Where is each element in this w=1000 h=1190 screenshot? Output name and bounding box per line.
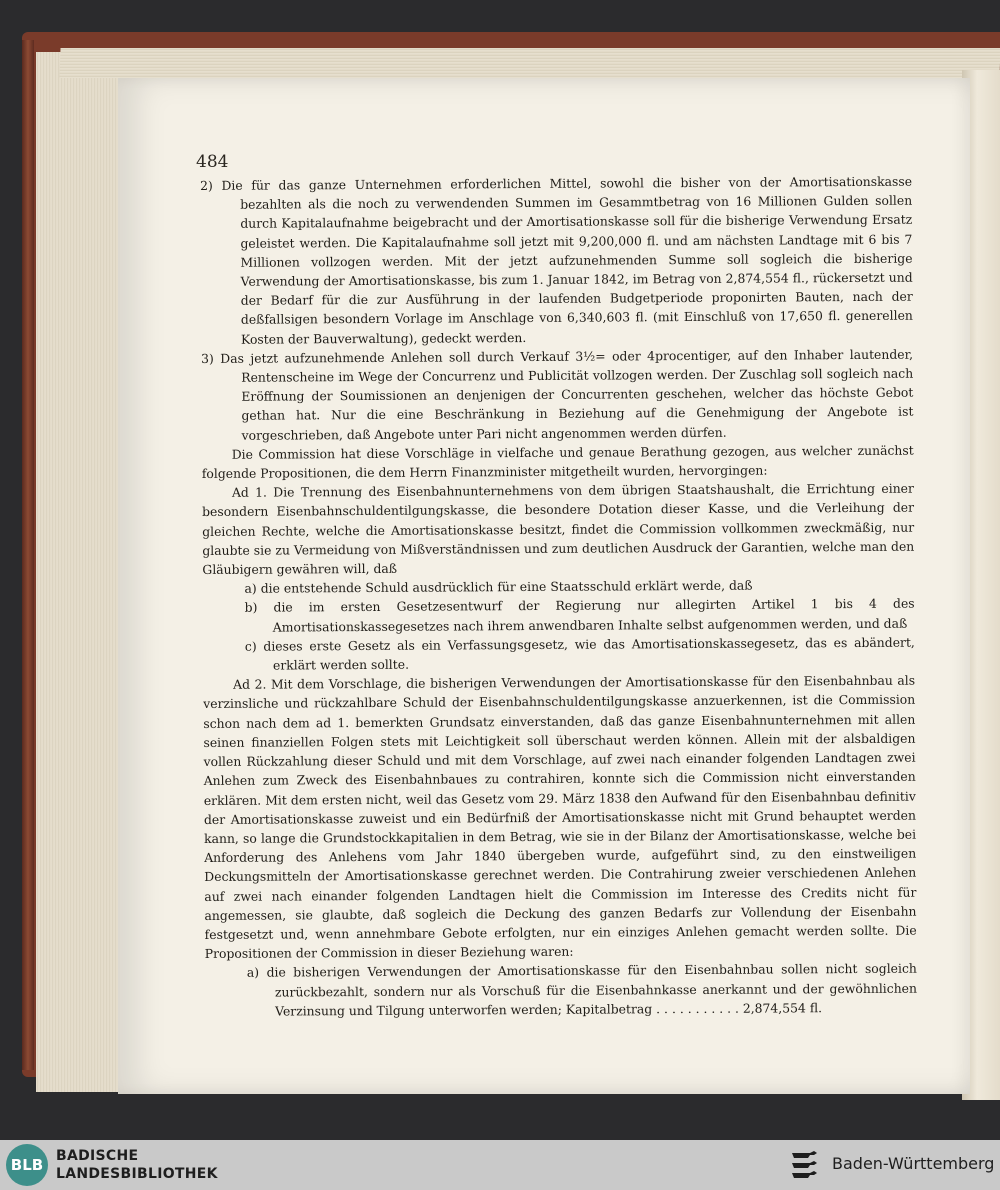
paragraph-3: 3) Das jetzt aufzunehmende Anlehen soll durch Verkauf 3½= oder 4procentiger, auf den Inhaber lautender, Rentenscheine im Wege der Concurrenz und Publicität vollzogen werden. Der Zuschlag soll sogleich nach Eröffnung der Soumissionen an denjenigen der Concurrenten geschehen, welcher das höchste Gebot gethan hat. Nur die eine Beschränkung in Beziehung auf die Genehmigung der Angebote ist vorgeschrieben, daß Angebote unter Pari nicht angenommen werden dürfen. — [201, 346, 914, 443]
paragraph-commission: Die Commission hat diese Vorschläge in vielfache und genaue Berathung gezogen, aus welcher zunächst folgende Propositionen, die dem Herrn Finanzminister mitgetheilt wurden, hervorgingen: — [201, 442, 914, 482]
paragraph-ad-2: Ad 2. Mit dem Vorschlage, die bisherigen Verwendungen der Amortisationskasse für den Eisenbahnbau als verzinsliche und rückzahlbare Schuld der Eisenbahnschuldentilgungskasse anzuerkennen, ist die Commission schon nach dem ad 1. bemerkten Grundsatz einverstanden, daß das ganze Eisenbahnunternehmen mit allen seinen finanziellen Folgen stets mit Leichtigkeit soll überschaut werden können. Allein mit der alsbaldigen vollen Rückzahlung dieser Schuld und mit dem Vorschlage, auf zwei nach einander folgenden Landtagen zwei Anlehen zum Zweck des Eisenbahnbaues zu contrahiren, konnte sich die Commission nicht einverstanden erklären. Mit dem ersten nicht, weil das Gesetz vom 29. März 1838 den Aufwand für den Eisenbahnbau definitiv der Amortisationskasse zuweist und ein Bedürfniß der Amortisationskasse nicht mit Grund behauptet werden kann, so lange die Grundstockkapitalien in dem Betrag, wie sie in der Bilanz der Amortisationskasse, welche bei Anforderung des Anlehens vom Jahr 1840 übergeben wurde, aufgeführt sind, zu den einstweiligen Deckungsmitteln der Amortisationskasse gerechnet werden. Die Contrahirung zweier verschiedenen Anlehen auf zwei nach einander folgenden Landtagen hielt die Commission im Interesse des Credits nicht für angemessen, sie glaubte, daß sogleich die Deckung des ganzen Bedarfs zur Vollendung der Eisenbahn festgesetzt und, wenn annehmbare Gebote erfolgten, nur ein einziges Anlehen gemacht werden sollte. Die Propositionen der Commission in dieser Beziehung waren: — [203, 672, 917, 962]
state-name[interactable]: Baden-Württemberg — [832, 1154, 995, 1173]
item-a-final — [205, 959, 917, 1021]
item-a: a) die entstehende Schuld ausdrücklich für eine Staatsschuld erklärt werde, daß — [244, 577, 753, 597]
library-name — [56, 1147, 218, 1183]
capital-amount: 2,874,554 fl. — [742, 999, 823, 1016]
library-name-line2: LANDESBIBLIOTHEK — [56, 1166, 218, 1182]
lions-crest-icon — [790, 1149, 820, 1181]
leader-dots: . . . . . . . . . . . — [656, 1000, 743, 1016]
paragraph-2: 2) Die für das ganze Unternehmen erforderlichen Mittel, sowohl die bisher von der Amortisationskasse bezahlten als die noch zu verwendenden Summen im Gesammtbetrag von 16 Millionen Gulden sollen durch Kapitalaufnahme beigebracht und der Amortisationskasse soll für die bisherige Verwendung Ersatz geleistet werden. Die Kapitalaufnahme soll jetzt mit 9,200,000 fl. und am nächsten Landtage mit 6 bis 7 Millionen vollzogen werden. Mit der jetzt aufzunehmenden Summe soll sogleich die bisherige Verwendung der Amortisationskasse, bis zum 1. Januar 1842, im Betrag von 2,874,554 fl., rückersetzt und der Bedarf für die zur Ausführung in der laufenden Budgetperiode proponirten Bauten, nach der deßfallsigen besondern Vorlage im Anschlage von 6,340,603 fl. (mit Einschluß von 17,650 fl. generellen Kosten der Bauverwaltung), gedeckt werden. — [200, 173, 913, 347]
blb-logo[interactable]: BLB — [6, 1144, 48, 1186]
page-number: 484 — [196, 152, 229, 172]
paragraph-ad-1: Ad 1. Die Trennung des Eisenbahnunternehmens von dem übrigen Staatshaushalt, die Errichtung einer besondern Eisenbahnschuldentilgungskasse, die besondere Dotation dieser Kasse, und die Verleihung der gleichen Rechte, welche die Amortisationskasse besitzt, findet die Commission vollkommen zweckmäßig, nur glaubte sie zu Vermeidung von Mißverständnissen und zum deutlichen Ausdruck der Garantien, welche man den Gläubigern gewähren will, daß — [202, 480, 915, 578]
item-c: c) dieses erste Gesetz als ein Verfassungsgesetz, wie das Amortisationskassegesetz, das es abändert, erklärt werden sollte. — [244, 634, 915, 673]
item-b: b) die im ersten Gesetzesentwurf der Regierung nur allegirten Artikel 1 bis 4 des Amortisationskassegesetzes nach ihrem anwendbaren Inhalte selbst aufgenommen werden, und daß — [244, 596, 915, 635]
book-spine-edge — [22, 40, 34, 1070]
page-text — [200, 172, 917, 1021]
footer-bar — [0, 1140, 1000, 1190]
library-name-line1: BADISCHE — [56, 1148, 139, 1164]
item-a-final-text: a) die bisherigen Verwendungen der Amortisationskasse für den Eisenbahnbau sollen nicht sogleich zurückbezahlt, sondern nur als Vorschuß für die Eisenbahnkasse anerkannt und der gewöhnlichen Verzinsung und Tilgung unterworfen werden; Kapitalbetrag — [246, 960, 918, 1019]
page-stack-top — [59, 48, 1000, 78]
